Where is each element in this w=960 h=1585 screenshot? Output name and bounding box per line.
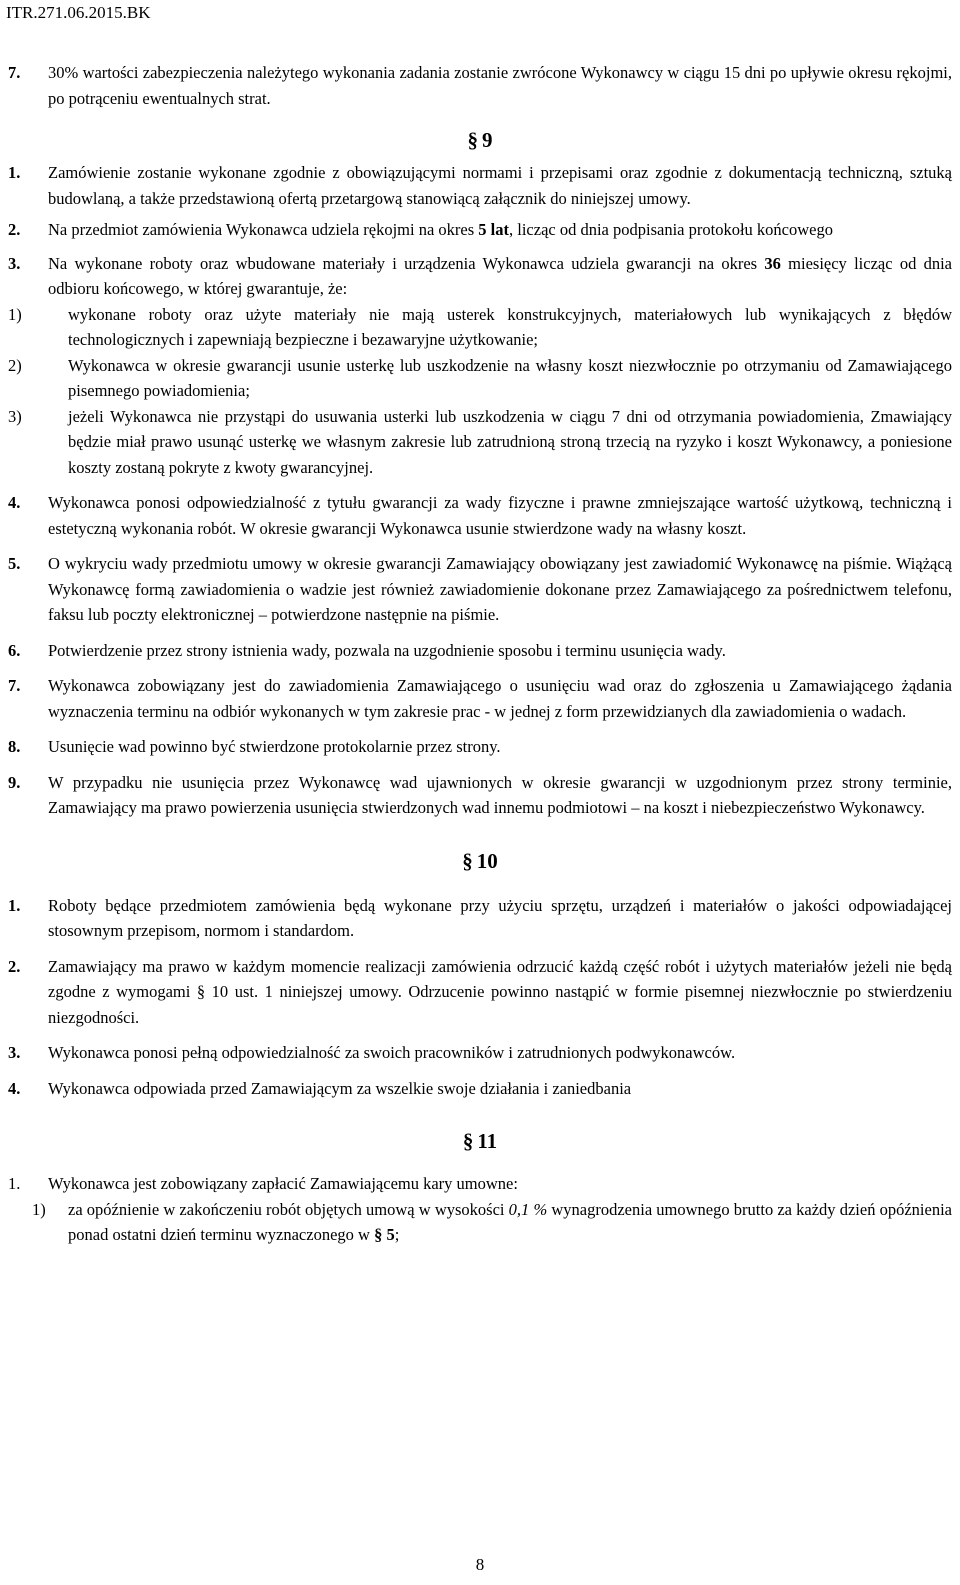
item-text: 30% wartości zabezpieczenia należytego wykonania zadania zostanie zwrócone Wykonawcy w ciągu 15 dni po upływie okresu rękojmi, po potrąceniu ewentualnych strat.: [48, 63, 952, 108]
item-number: 2.: [8, 956, 21, 976]
section-symbol: §: [467, 128, 478, 152]
paragraph-item: [8, 1076, 952, 1102]
sub-item-text: wynagrodzenia umownego brutto za każdy dzień opóźnienia ponad ostatni dzień terminu wyznaczonego w: [68, 1199, 952, 1244]
item-text: Zamawiający ma prawo w każdym momencie realizacji zamówienia odrzucić każdą część robót i użytych materiałów jeżeli nie będą zgodne z wymogami § 10 ust. 1 niniejszej umowy. Odrzucenie powinno nastąpić w formie pisemnej niezwłocznie po stwierdzeniu niezgodności.: [48, 956, 952, 1027]
item-number: 3.: [8, 1043, 21, 1062]
item-number: 1.: [8, 895, 21, 915]
section-heading-11: [8, 1127, 952, 1155]
item-number: 7.: [8, 63, 21, 82]
sub-item-number: 1): [32, 1199, 46, 1219]
item-number: 1.: [8, 1174, 21, 1193]
item-text: Wykonawca jest zobowiązany zapłacić Zamawiającemu kary umowne:: [48, 1174, 518, 1193]
paragraph-item: [8, 954, 952, 1031]
section-number: 10: [476, 848, 498, 873]
item-number: 5.: [8, 554, 21, 573]
paragraph-item: [8, 1171, 952, 1197]
paragraph-item: [8, 60, 952, 111]
paragraph-item: [8, 1040, 952, 1066]
sub-item-text: Wykonawca w okresie gwarancji usunie usterkę lub uszkodzenie na własny koszt niezwłocznie po otrzymaniu od Zamawiającego pisemnego powiadomienia;: [68, 355, 952, 400]
paragraph-item: [8, 734, 952, 760]
sub-item-text: za opóźnienie w zakończeniu robót objętych umową w wysokości: [68, 1199, 509, 1219]
item-text-bold: 5 lat: [478, 220, 510, 239]
item-text: Wykonawca ponosi odpowiedzialność z tytułu gwarancji za wady fizyczne i prawne zmniejszające wartość użytkową, techniczną i estetyczną wykonania robót. W okresie gwarancji Wykonawca usunie stwierdzone wady na własny koszt.: [48, 493, 952, 538]
section-symbol: §: [462, 848, 473, 873]
paragraph-item: [8, 551, 952, 628]
paragraph-item: [8, 251, 952, 302]
sub-item-text-bold: § 5: [374, 1225, 395, 1244]
item-text-bold: 36: [764, 253, 781, 273]
paragraph-item: [8, 673, 952, 724]
document-body: [8, 60, 952, 1248]
item-number: 4.: [8, 493, 21, 512]
item-number: 8.: [8, 737, 21, 756]
item-number: 7.: [8, 676, 21, 695]
sub-item-text: jeżeli Wykonawca nie przystąpi do usuwania usterki lub uszkodzenia w ciągu 7 dni od otrzymania powiadomienia, Zmawiający będzie miał prawo usunąć usterkę we własnym zakresie lub zatrudnioną stroną trzecią na ryzyko i koszt Wykonawcy, a poniesione koszty zostaną pokryte z kwoty gwarancyjnej.: [68, 406, 952, 477]
paragraph-item: [8, 893, 952, 944]
section-number: 9: [482, 128, 493, 152]
section-symbol: §: [462, 1129, 474, 1153]
item-text: Roboty będące przedmiotem zamówienia będą wykonane przy użyciu sprzętu, urządzeń i materiałów o jakości odpowiadającej stosownym przepisom, normom i standardom.: [48, 895, 952, 940]
item-text: , licząc od dnia podpisania protokołu końcowego: [509, 220, 833, 239]
item-number: 4.: [8, 1078, 21, 1098]
sub-item: [8, 404, 952, 481]
item-text: Na wykonane roboty oraz wbudowane materiały i urządzenia Wykonawca udziela gwarancji na okres: [48, 253, 765, 273]
section-number: 11: [477, 1129, 498, 1153]
item-number: 9.: [8, 772, 21, 792]
item-text: Wykonawca odpowiada przed Zamawiającym za wszelkie swoje działania i zaniedbania: [48, 1078, 632, 1098]
paragraph-item: [8, 638, 952, 664]
item-text: Wykonawca ponosi pełną odpowiedzialność za swoich pracowników i zatrudnionych podwykonawców.: [48, 1043, 736, 1062]
item-text: Zamówienie zostanie wykonane zgodnie z obowiązującymi normami i przepisami oraz zgodnie z dokumentacją techniczną, sztuką budowlaną, a także przedstawioną ofertą przetargową stanowiącą załącznik do niniejszej umowy.: [48, 163, 952, 208]
item-text: W przypadku nie usunięcia przez Wykonawcę wad ujawnionych w okresie gwarancji w uzgodnionym przez strony terminie, Zamawiający ma prawo powierzenia usunięcia stwierdzonych wad innemu podmiotowi – na koszt i niebezpieczeństwo Wykonawcy.: [48, 772, 952, 817]
item-text: Na przedmiot zamówienia Wykonawca udziela rękojmi na okres: [48, 220, 479, 239]
sub-item-number: 1): [8, 304, 22, 324]
sub-item: [8, 353, 952, 404]
item-number: 2.: [8, 220, 21, 239]
section-heading-10: [8, 847, 952, 875]
sub-item-number: 3): [8, 406, 22, 426]
item-text: miesięcy licząc od dnia odbioru końcowego, w której gwarantuje, że:: [48, 253, 952, 298]
document-reference: ITR.271.06.2015.BK: [6, 3, 151, 22]
sub-item: [8, 1197, 952, 1248]
item-text: Potwierdzenie przez strony istnienia wady, pozwala na uzgodnienie sposobu i terminu usunięcia wady.: [48, 640, 726, 660]
sub-item-text: ;: [394, 1225, 400, 1244]
sub-item-number: 2): [8, 355, 22, 375]
paragraph-item: [8, 490, 952, 541]
item-number: 6.: [8, 640, 21, 660]
sub-item: [8, 302, 952, 353]
paragraph-item: [8, 217, 952, 243]
item-text: O wykryciu wady przedmiotu umowy w okresie gwarancji Zamawiający obowiązany jest zawiadomić Wykonawcę na piśmie. Wiążącą Wykonawcę formą zawiadomienia o wadzie jest również zawiadomienie dokonane przez Zamawiającego za pośrednictwem telefonu, faksu lub poczty elektronicznej – potwierdzone następnie na piśmie.: [48, 554, 952, 624]
section-heading-9: [8, 126, 952, 154]
sub-item-text-italic: 0,1 %: [508, 1199, 548, 1219]
paragraph-item: [8, 160, 952, 211]
item-number: 1.: [8, 163, 21, 182]
item-number: 3.: [8, 253, 21, 273]
page-number: 8: [475, 1555, 485, 1574]
paragraph-item: [8, 770, 952, 821]
sub-item-text: wykonane roboty oraz użyte materiały nie mają usterek konstrukcyjnych, materiałowych lub wynikających z błędów technologicznych i zapewniają bezpieczne i bezawaryjne użytkowanie;: [68, 304, 952, 349]
item-text: Wykonawca zobowiązany jest do zawiadomienia Zamawiającego o usunięciu wad oraz do zgłoszenia u Zamawiającego żądania wyznaczenia terminu na odbiór wykonanych w tym zakresie prac - w jednej z form przewidzianych dla zawiadomienia o wadach.: [48, 676, 952, 721]
item-text: Usunięcie wad powinno być stwierdzone protokolarnie przez strony.: [48, 737, 501, 756]
